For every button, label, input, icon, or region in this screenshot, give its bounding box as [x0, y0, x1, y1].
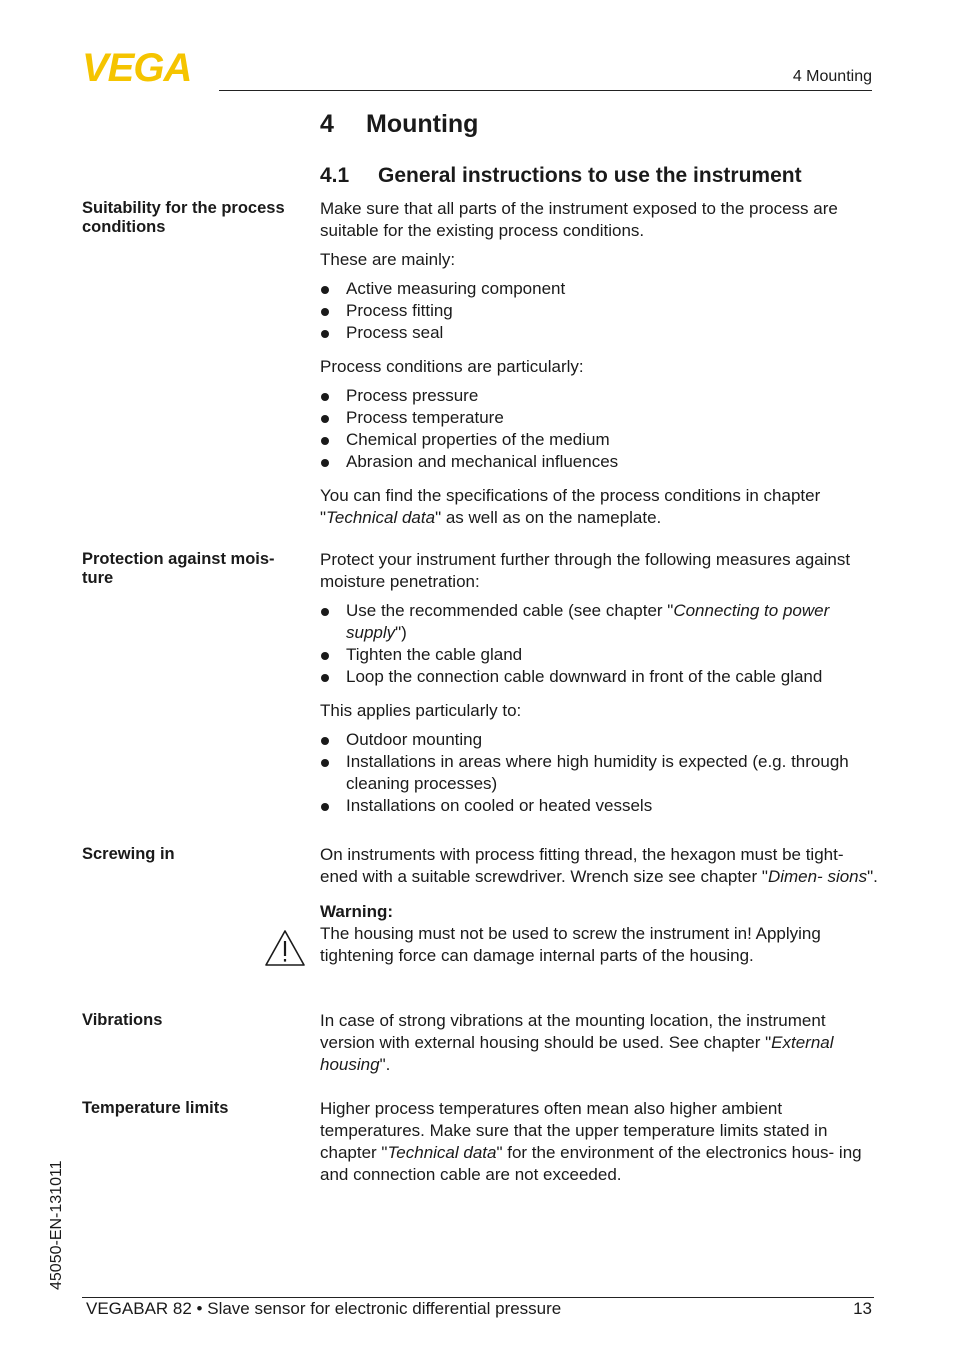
vega-logo: [82, 50, 212, 84]
temperature-body: [320, 1098, 880, 1193]
suitability-label: Suitability for the process conditions: [82, 199, 285, 236]
section-heading: [320, 164, 802, 188]
vibrations-label: Vibrations: [82, 1011, 163, 1029]
warning-title: Warning:: [320, 902, 394, 921]
moisture-applies: This applies particularly to:: [320, 701, 522, 720]
header-chapter: 4 Mounting: [792, 68, 872, 85]
chapter-number: 4: [320, 110, 334, 138]
vibrations-text: [320, 1010, 880, 1076]
list-item: Loop the connection cable downward in front of the cable gland: [320, 666, 880, 688]
text-span: "): [395, 623, 407, 642]
list-item: Chemical properties of the medium: [320, 429, 880, 451]
chapter-reference: Technical data: [387, 1143, 497, 1162]
text-span: In case of strong vibrations at the mounting location, the instrument version with external housing should be used. See chapter ": [320, 1011, 826, 1052]
chapter-reference: Connecting to power supply: [346, 601, 830, 642]
text-span: You can find the specifications of the process conditions in chapter ": [320, 486, 821, 527]
chapter-reference: Technical data: [326, 508, 436, 527]
section-title: General instructions to use the instrument: [378, 164, 802, 187]
list-item: Process seal: [320, 322, 880, 344]
temperature-text: [320, 1098, 880, 1186]
list-item: [320, 600, 880, 644]
chapter-reference: Dimen- sions: [767, 867, 868, 886]
screwing-label: Screwing in: [82, 845, 175, 863]
section-number: 4.1: [320, 164, 350, 187]
suitability-mainly: These are mainly:: [320, 250, 456, 269]
list-item: Outdoor mounting: [320, 729, 880, 751]
text-span: ".: [867, 867, 878, 886]
chapter-title: Mounting: [366, 110, 479, 138]
suitability-particularly: Process conditions are particularly:: [320, 357, 584, 376]
list-item: Process fitting: [320, 300, 880, 322]
text-span: " for the environment of the electronics hous- ing and connection cable are not exceeded.: [320, 1143, 862, 1184]
list-item: Process temperature: [320, 407, 880, 429]
text-span: Use the recommended cable (see chapter ": [346, 601, 674, 620]
text-span: ".: [379, 1055, 391, 1074]
list-item: Tighten the cable gland: [320, 644, 880, 666]
page-number: 13: [853, 1299, 872, 1318]
logo-text: VEGA: [82, 50, 192, 84]
footer-product: VEGABAR 82 • Slave sensor for electronic differential pressure: [86, 1299, 562, 1318]
suitability-body: [320, 198, 880, 536]
list-item: Abrasion and mechanical influences: [320, 451, 880, 473]
suitability-intro: Make sure that all parts of the instrument exposed to the process are suitable for the existing process conditions.: [320, 199, 838, 240]
warning-text: The housing must not be used to screw the instrument in! Applying tightening force can damage internal parts of the housing.: [320, 924, 821, 965]
suitability-spec: [320, 485, 880, 529]
screwing-body: [320, 844, 880, 974]
mainly-list: [320, 278, 880, 344]
moisture-intro: Protect your instrument further through the following measures against moisture penetration:: [320, 550, 851, 591]
list-item: Installations on cooled or heated vessels: [320, 795, 880, 817]
text-span: Higher process temperatures often mean also higher ambient temperatures. Make sure that the upper temperature limits stated in chapter ": [320, 1099, 828, 1162]
temperature-label: Temperature limits: [82, 1099, 229, 1117]
chapter-heading: [320, 110, 478, 139]
chapter-reference: External housing: [320, 1033, 834, 1074]
list-item: Active measuring component: [320, 278, 880, 300]
warning-triangle-icon: [264, 928, 306, 968]
particularly-list: [320, 385, 880, 473]
footer-divider: [82, 1297, 874, 1298]
text-span: On instruments with process fitting thread, the hexagon must be tight- ened with a suitable screwdriver. Wrench size see chapter ": [320, 845, 844, 886]
text-span: " as well as on the nameplate.: [435, 508, 662, 527]
vibrations-body: [320, 1010, 880, 1083]
applies-list: [320, 729, 880, 817]
list-item: Installations in areas where high humidity is expected (e.g. through cleaning processes): [320, 751, 880, 795]
moisture-label: Protection against mois- ture: [82, 550, 275, 587]
moisture-measures-list: [320, 600, 880, 688]
header-divider: [219, 90, 872, 91]
moisture-body: [320, 549, 880, 829]
list-item: Process pressure: [320, 385, 880, 407]
document-number: 45050-EN-131011: [48, 1160, 65, 1290]
screwing-text: [320, 844, 880, 888]
